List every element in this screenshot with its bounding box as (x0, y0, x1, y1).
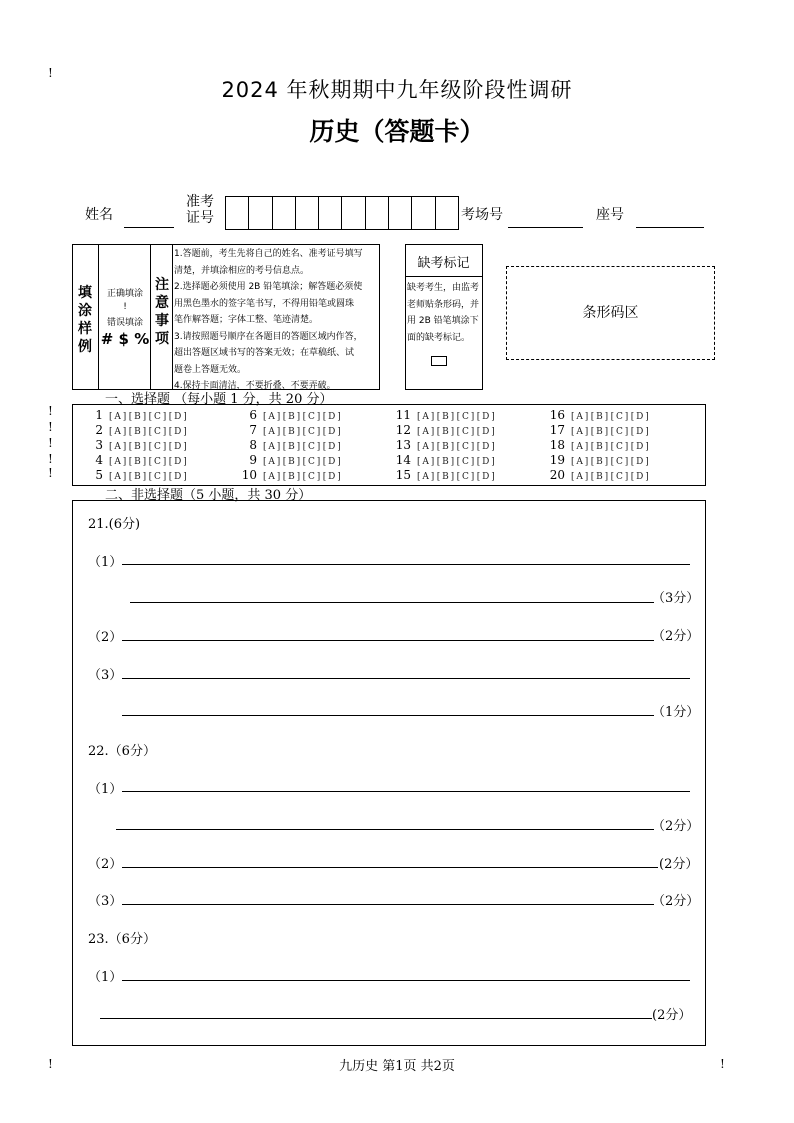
answer-line[interactable] (122, 715, 654, 716)
answer-line[interactable] (122, 564, 690, 565)
absent-title: 缺考标记 (417, 256, 470, 271)
option-b[interactable]: [ B ] (590, 412, 608, 422)
choice-row[interactable] (543, 422, 651, 438)
ticket-digit-cell[interactable] (412, 197, 435, 229)
option-d[interactable]: [ D ] (476, 472, 495, 482)
option-d[interactable]: [ D ] (630, 427, 649, 437)
seat-field[interactable] (636, 227, 704, 228)
barcode-label: 条形码区 (582, 305, 639, 321)
option-a[interactable]: [ A ] (263, 442, 280, 452)
option-a[interactable]: [ A ] (263, 427, 280, 437)
notes-title-char: 注 (155, 277, 169, 293)
ticket-digit-cell[interactable] (273, 197, 296, 229)
option-b[interactable]: [ B ] (128, 427, 146, 437)
choice-row[interactable] (81, 422, 189, 438)
ticket-digit-cell[interactable] (296, 197, 319, 229)
question-number: 19 (549, 453, 565, 467)
option-a[interactable]: [ A ] (417, 412, 434, 422)
option-d[interactable]: [ D ] (168, 412, 187, 422)
ticket-label (186, 194, 214, 226)
note-line: 题卷上答题无效。 (174, 364, 247, 375)
question-number: 4 (95, 453, 103, 467)
option-d[interactable]: [ D ] (476, 442, 495, 452)
choice-row[interactable] (389, 422, 497, 438)
option-c[interactable]: [ C ] (610, 412, 628, 422)
option-a[interactable]: [ A ] (417, 472, 434, 482)
choice-row[interactable] (543, 437, 651, 453)
ticket-digit-cell[interactable] (436, 197, 458, 229)
answer-line[interactable] (122, 791, 690, 792)
option-c[interactable]: [ C ] (302, 472, 320, 482)
question-number: 1 (95, 408, 103, 422)
option-a[interactable]: [ A ] (417, 457, 434, 467)
option-d[interactable]: [ D ] (630, 442, 649, 452)
option-c[interactable]: [ C ] (456, 412, 474, 422)
option-d[interactable]: [ D ] (476, 412, 495, 422)
absent-line: 老师贴条形码，并 (407, 299, 480, 310)
divider (172, 244, 173, 389)
answer-line[interactable] (122, 867, 658, 868)
answer-area (72, 500, 706, 1046)
option-c[interactable]: [ C ] (456, 472, 474, 482)
option-b[interactable]: [ B ] (590, 442, 608, 452)
choice-row[interactable] (543, 467, 651, 483)
note-line: 用黑色墨水的签字笔书写，不得用铅笔或圆珠 (174, 298, 355, 309)
notes-title-char: 意 (155, 295, 169, 311)
question-22-title: 22.（6分） (88, 744, 156, 759)
option-a[interactable]: [ A ] (571, 412, 588, 422)
option-d[interactable]: [ D ] (168, 472, 187, 482)
q21-part2-label: （2） (88, 630, 123, 645)
absent-checkbox[interactable] (431, 356, 447, 366)
option-c[interactable]: [ C ] (456, 457, 474, 467)
option-d[interactable]: [ D ] (322, 427, 341, 437)
option-d[interactable]: [ D ] (322, 472, 341, 482)
choice-row[interactable] (389, 437, 497, 453)
q22-part2-label: （2） (88, 857, 123, 872)
option-b[interactable]: [ B ] (282, 442, 300, 452)
option-c[interactable]: [ C ] (456, 442, 474, 452)
ticket-label-line2: 证号 (186, 210, 214, 226)
note-line: 笔作解答题；字体工整、笔迹清楚。 (174, 315, 319, 325)
ticket-digit-cell[interactable] (319, 197, 342, 229)
option-b[interactable]: [ B ] (590, 457, 608, 467)
option-c[interactable]: [ C ] (302, 442, 320, 452)
choice-row[interactable] (235, 452, 343, 468)
option-a[interactable]: [ A ] (109, 427, 126, 437)
answer-line[interactable] (122, 640, 654, 641)
note-line: 2.选择题必须使用 2B 铅笔填涂；解答题必须使 (174, 282, 363, 292)
option-a[interactable]: [ A ] (571, 442, 588, 452)
option-a[interactable]: [ A ] (417, 427, 434, 437)
margin-mark: ! (48, 404, 53, 418)
question-number: 14 (395, 453, 411, 467)
question-number: 20 (549, 468, 565, 482)
option-c[interactable]: [ C ] (148, 427, 166, 437)
ticket-digit-cell[interactable] (249, 197, 272, 229)
option-b[interactable]: [ B ] (282, 427, 300, 437)
sample-title-char: 例 (78, 339, 92, 355)
option-c[interactable]: [ C ] (148, 412, 166, 422)
option-b[interactable]: [ B ] (436, 457, 454, 467)
choice-row[interactable] (389, 452, 497, 468)
divider (405, 276, 482, 277)
sample-title-char: 样 (78, 321, 92, 337)
option-d[interactable]: [ D ] (168, 457, 187, 467)
option-b[interactable]: [ B ] (282, 472, 300, 482)
name-label: 姓名 (85, 207, 113, 223)
margin-mark: ! (48, 452, 53, 466)
notes-title-char: 项 (155, 331, 169, 347)
option-d[interactable]: [ D ] (322, 457, 341, 467)
option-d[interactable]: [ D ] (322, 442, 341, 452)
question-number: 5 (95, 468, 103, 482)
answer-line[interactable] (100, 1018, 652, 1019)
answer-line[interactable] (130, 602, 654, 603)
choice-row[interactable] (81, 407, 189, 423)
margin-mark: ! (48, 436, 53, 450)
absent-line: 用 2B 铅笔填涂下 (407, 316, 479, 326)
option-b[interactable]: [ B ] (436, 412, 454, 422)
q21-part2-score: （2分） (652, 629, 700, 644)
option-d[interactable]: [ D ] (476, 457, 495, 467)
note-line: 1.答题前，考生先将自己的姓名、准考证号填写 (174, 249, 363, 259)
choice-row[interactable] (235, 422, 343, 438)
margin-mark: ! (48, 66, 53, 80)
option-a[interactable]: [ A ] (109, 457, 126, 467)
q23-part1-score: (2分） (652, 1008, 692, 1023)
absent-text (407, 280, 481, 346)
seat-label: 座号 (596, 207, 624, 223)
sample-title-char: 填 (78, 285, 92, 301)
absent-line: 面的缺考标记。 (407, 332, 471, 343)
question-23-title: 23.（6分） (88, 932, 156, 947)
option-c[interactable]: [ C ] (302, 457, 320, 467)
option-c[interactable]: [ C ] (610, 472, 628, 482)
wrong-marks: # $ % (100, 330, 150, 348)
ticket-number-boxes[interactable] (225, 196, 459, 230)
question-number: 11 (395, 408, 411, 422)
choice-row[interactable] (81, 452, 189, 468)
option-c[interactable]: [ C ] (610, 427, 628, 437)
note-line: 4.保持卡面清洁，不要折叠、不要弄破。 (174, 381, 336, 391)
q22-part3-score: （2分） (652, 894, 700, 909)
q23-part1-label: （1） (88, 970, 123, 985)
page-title: 2024 年秋期期中九年级阶段性调研 (221, 78, 573, 102)
option-b[interactable]: [ B ] (436, 472, 454, 482)
page-subtitle: 历史（答题卡） (309, 117, 485, 146)
option-b[interactable]: [ B ] (128, 412, 146, 422)
choice-row[interactable] (235, 467, 343, 483)
margin-mark: ! (48, 1057, 53, 1071)
option-a[interactable]: [ A ] (263, 472, 280, 482)
ticket-label-line1: 准考 (186, 194, 214, 210)
option-a[interactable]: [ A ] (109, 472, 126, 482)
margin-mark: ! (48, 466, 53, 480)
section2-heading: 二、非选择题（5 小题，共 30 分） (105, 488, 312, 503)
sample-legend (100, 288, 150, 348)
question-number: 17 (549, 423, 565, 437)
option-c[interactable]: [ C ] (148, 457, 166, 467)
option-a[interactable]: [ A ] (571, 427, 588, 437)
question-number: 2 (95, 423, 103, 437)
notes-list (174, 246, 378, 395)
option-d[interactable]: [ D ] (630, 412, 649, 422)
choice-row[interactable] (543, 407, 651, 423)
question-number: 18 (549, 438, 565, 452)
q21-part3-score: （1分） (652, 705, 700, 720)
choice-section (72, 404, 706, 486)
choice-row[interactable] (81, 437, 189, 453)
q22-part2-score: (2分） (659, 857, 699, 872)
q21-part1-score: （3分） (652, 591, 700, 606)
option-c[interactable]: [ C ] (302, 427, 320, 437)
room-label: 考场号 (461, 207, 503, 223)
answer-line[interactable] (116, 829, 654, 830)
section1-heading: 一、选择题 （每小题 1 分，共 20 分） (105, 392, 333, 407)
divider (98, 244, 99, 389)
option-c[interactable]: [ C ] (610, 442, 628, 452)
answer-line[interactable] (122, 678, 690, 679)
option-b[interactable]: [ B ] (282, 412, 300, 422)
option-b[interactable]: [ B ] (128, 457, 146, 467)
option-a[interactable]: [ A ] (109, 412, 126, 422)
question-number: 9 (249, 453, 257, 467)
option-b[interactable]: [ B ] (282, 457, 300, 467)
option-d[interactable]: [ D ] (630, 472, 649, 482)
sample-title (74, 284, 96, 356)
question-21-title: 21.(6分) (88, 517, 141, 532)
choice-row[interactable] (235, 407, 343, 423)
margin-mark: ! (720, 1057, 725, 1071)
question-number: 10 (241, 468, 257, 482)
option-a[interactable]: [ A ] (571, 472, 588, 482)
option-b[interactable]: [ B ] (590, 472, 608, 482)
question-number: 6 (249, 408, 257, 422)
answer-line[interactable] (122, 980, 690, 981)
correct-label: 正确填涂 (106, 289, 143, 299)
wrong-label: 错误填涂 (106, 318, 143, 328)
option-c[interactable]: [ C ] (302, 412, 320, 422)
option-b[interactable]: [ B ] (590, 427, 608, 437)
note-line: 清楚，并填涂相应的考号信息点。 (174, 265, 310, 276)
choice-row[interactable] (389, 407, 497, 423)
option-b[interactable]: [ B ] (436, 427, 454, 437)
option-d[interactable]: [ D ] (168, 427, 187, 437)
ticket-digit-cell[interactable] (226, 197, 249, 229)
option-b[interactable]: [ B ] (128, 442, 146, 452)
question-number: 3 (95, 438, 103, 452)
option-b[interactable]: [ B ] (436, 442, 454, 452)
choice-row[interactable] (81, 467, 189, 483)
option-a[interactable]: [ A ] (263, 412, 280, 422)
note-line: 3.请按照题号顺序在各题目的答题区域内作答， (174, 331, 363, 342)
sample-title-char: 涂 (78, 303, 92, 319)
q22-part3-label: （3） (88, 894, 123, 909)
question-number: 8 (249, 438, 257, 452)
choice-row[interactable] (235, 437, 343, 453)
divider (150, 244, 151, 389)
question-number: 12 (395, 423, 411, 437)
q22-part1-score: （2分） (652, 819, 700, 834)
choice-row[interactable] (543, 452, 651, 468)
q21-part1-label: （1） (88, 555, 123, 570)
correct-mark: ! (123, 302, 127, 312)
question-number: 15 (395, 468, 411, 482)
option-a[interactable]: [ A ] (571, 457, 588, 467)
answer-line[interactable] (122, 904, 654, 905)
option-a[interactable]: [ A ] (417, 442, 434, 452)
option-d[interactable]: [ D ] (476, 427, 495, 437)
option-c[interactable]: [ C ] (456, 427, 474, 437)
note-line: 超出答题区域书写的答案无效；在草稿纸、试 (174, 348, 355, 358)
option-d[interactable]: [ D ] (630, 457, 649, 467)
ticket-digit-cell[interactable] (389, 197, 412, 229)
q22-part1-label: （1） (88, 782, 123, 797)
option-a[interactable]: [ A ] (263, 457, 280, 467)
question-number: 16 (549, 408, 565, 422)
option-a[interactable]: [ A ] (109, 442, 126, 452)
ticket-digit-cell[interactable] (342, 197, 365, 229)
ticket-digit-cell[interactable] (366, 197, 389, 229)
option-c[interactable]: [ C ] (610, 457, 628, 467)
choice-row[interactable] (389, 467, 497, 483)
page-footer: 九历史 第1页 共2页 (339, 1059, 455, 1074)
option-c[interactable]: [ C ] (148, 442, 166, 452)
option-c[interactable]: [ C ] (148, 472, 166, 482)
option-b[interactable]: [ B ] (128, 472, 146, 482)
absent-line: 缺考考生，由监考 (407, 283, 480, 293)
option-d[interactable]: [ D ] (322, 412, 341, 422)
room-field[interactable] (508, 227, 583, 228)
notes-title (152, 276, 172, 348)
question-number: 13 (395, 438, 411, 452)
question-number: 7 (249, 423, 257, 437)
name-field[interactable] (124, 227, 174, 228)
notes-title-char: 事 (155, 313, 169, 329)
q21-part3-label: （3） (88, 668, 123, 683)
option-d[interactable]: [ D ] (168, 442, 187, 452)
margin-mark: ! (48, 420, 53, 434)
